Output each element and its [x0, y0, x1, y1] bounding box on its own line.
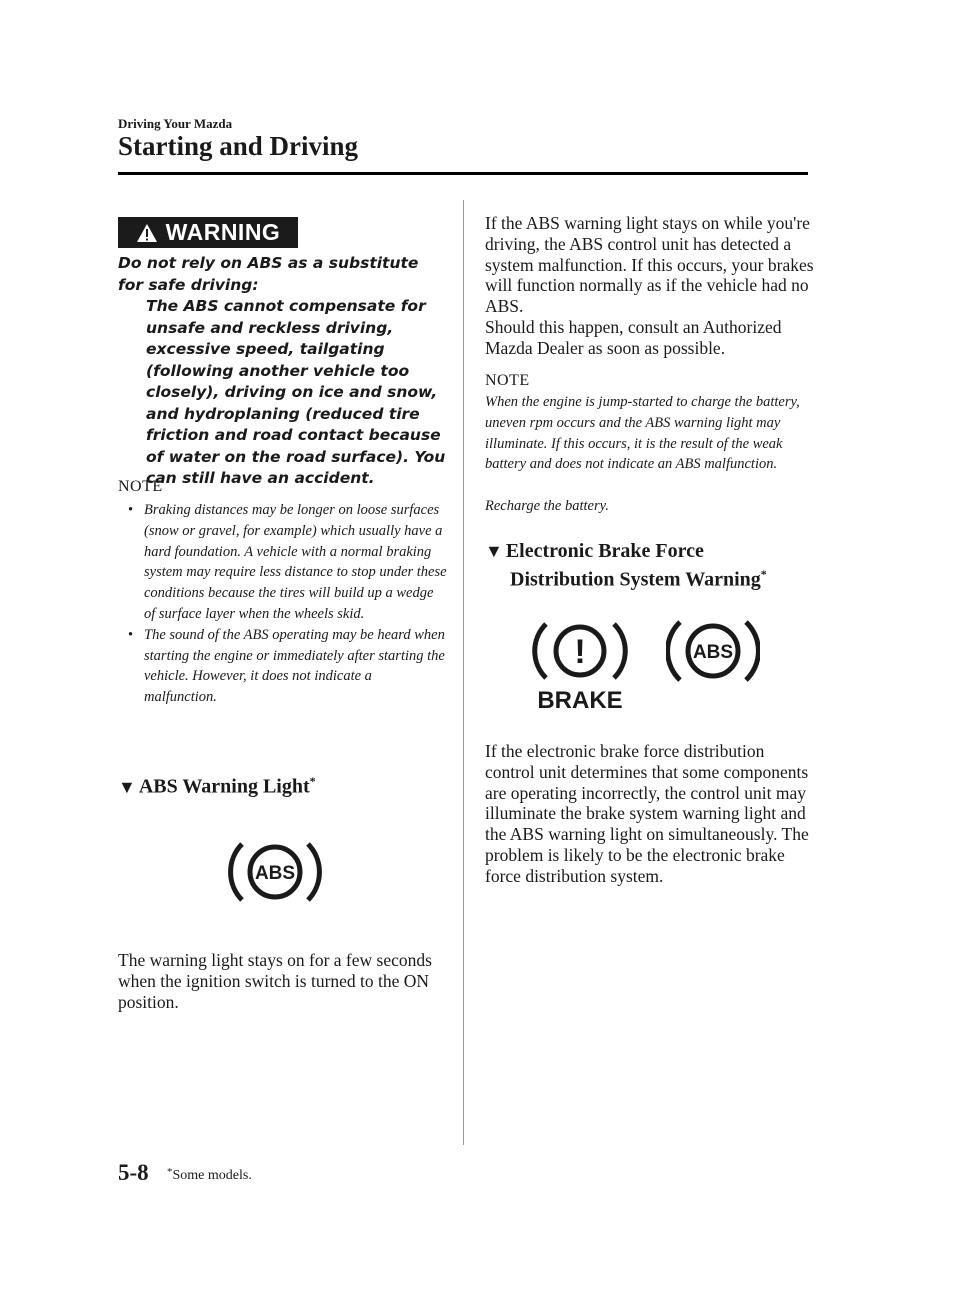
ebd-section-text: If the electronic brake force distribution control unit determines that some components are operating incorrectly, the control unit may illuminate the brake system warning light and the ABS warning light on simultaneously. The problem is likely to be the electronic brake force distribution system.	[485, 741, 809, 886]
bullet-icon: •	[128, 502, 134, 518]
abs-icon-text: ABS	[692, 642, 734, 663]
abs-icon-text: ABS	[254, 863, 296, 884]
asterisk-mark: *	[167, 1166, 173, 1178]
bullet-icon: •	[128, 626, 134, 643]
ebd-section-heading-line2	[510, 563, 767, 592]
warning-triangle-icon	[136, 223, 158, 243]
list-item	[128, 625, 448, 708]
note-heading: NOTE	[485, 372, 530, 389]
triangle-marker-icon: ▼	[485, 541, 503, 561]
note-heading: NOTE	[118, 478, 163, 495]
abs-warning-icon	[666, 616, 760, 686]
brake-icon-label: BRAKE	[537, 687, 623, 712]
ebd-title-line1: Electronic Brake Force	[505, 540, 704, 562]
page-number: 5-8	[118, 1160, 149, 1185]
note-item-text: Braking distances may be longer on loose surfaces (snow or gravel, for example) which usually have a hard foundation. A vehicle with a normal braking system may require less distance to stop under these conditions because the tires will build up a wedge of surface layer when the wheels skid.	[144, 502, 447, 622]
exclamation-icon: !	[574, 633, 586, 671]
warning-label: WARNING	[165, 219, 281, 245]
warning-lead: Do not rely on ABS as a substitute for safe driving:	[118, 254, 419, 294]
abs-section-heading	[118, 770, 316, 799]
abs-malfunction-paragraph: If the ABS warning light stays on while you're driving, the ABS control unit has detected a system malfunction. If this occurs, your brakes will function normally as if the vehicle had no ABS.	[485, 213, 814, 317]
asterisk-mark: *	[309, 774, 316, 788]
triangle-marker-icon: ▼	[118, 776, 136, 797]
footnote	[167, 1166, 252, 1184]
footnote-text: Some models.	[172, 1168, 252, 1183]
asterisk-mark: *	[760, 567, 767, 581]
list-item	[128, 500, 448, 625]
abs-section-text: The warning light stays on for a few seconds when the ignition switch is turned to the ON position.	[118, 950, 432, 1012]
ebd-section-heading	[485, 540, 704, 563]
brake-warning-icon	[532, 616, 628, 712]
warning-badge	[118, 217, 298, 248]
page-title: Starting and Driving	[118, 131, 359, 161]
recharge-note: Recharge the battery.	[485, 498, 609, 514]
warning-body: The ABS cannot compensate for unsafe and reckless driving, excessive speed, tailgating (following another vehicle too closely), driving on ice and snow, and hydroplaning (reduced tire friction and road contact because of water on the road surface). You can still have an accident.	[146, 297, 446, 487]
abs-section-title: ABS Warning Light	[138, 775, 310, 798]
note-item-text: The sound of the ABS operating may be heard when starting the engine or immediately after starting the vehicle. However, it does not indicate a malfunction.	[144, 626, 445, 706]
consult-dealer-paragraph: Should this happen, consult an Authorized Mazda Dealer as soon as possible.	[485, 317, 782, 358]
section-label: Driving Your Mazda	[118, 116, 233, 131]
abs-warning-icon	[228, 838, 322, 906]
jump-start-note: When the engine is jump-started to charge the battery, uneven rpm occurs and the ABS warning light may illuminate. If this occurs, it is the result of the weak battery and does not indicate an ABS malfunction.	[485, 394, 800, 473]
column-divider	[463, 200, 464, 1145]
note-list	[128, 500, 448, 708]
header-rule	[118, 172, 808, 175]
ebd-title-line2: Distribution System Warning	[510, 568, 761, 591]
